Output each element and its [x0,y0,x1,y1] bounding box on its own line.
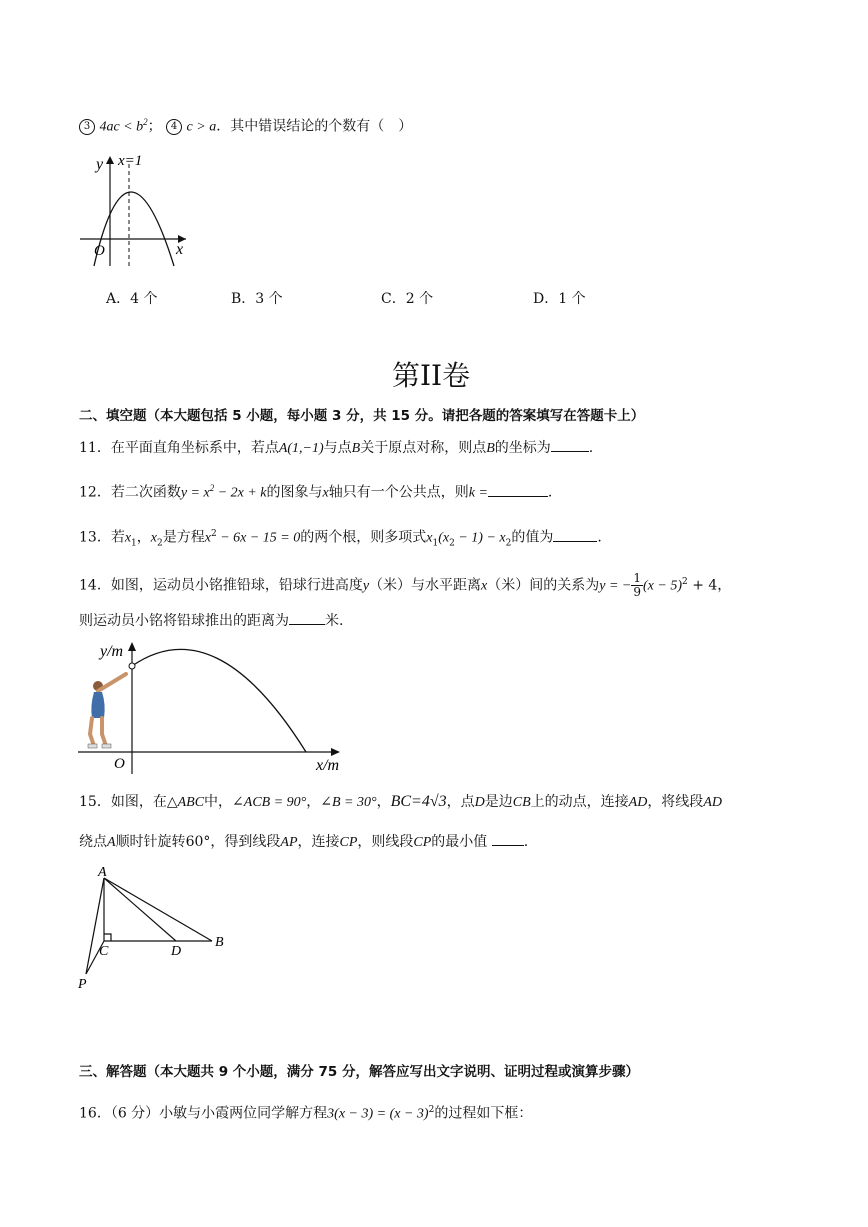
q13-x2: x [150,530,157,546]
q14-eq-y: y = − [599,578,632,594]
q15-angle-b: ∠B = 30° [320,795,377,810]
shot-start-point [129,663,135,669]
q11-mid: 与点 [323,440,352,456]
trajectory-curve [132,649,306,752]
q13-poly-c: − 1) − x [454,530,506,546]
q13-eq-sup: 2 [210,529,217,539]
answer-blank[interactable] [553,529,597,542]
parabola-curve [94,192,174,266]
q12-func-sup: 2 [209,483,215,493]
y-axis-arrow [106,156,114,164]
q15-line2-a: 绕点 [79,834,107,850]
q14-y: y [362,578,370,594]
q14-line2-b: 米. [325,613,344,629]
q15-mid1: 中， [204,794,233,810]
answer-blank[interactable] [492,833,524,846]
q15-mid4: 上的动点，连接 [530,794,629,810]
separator: ； [147,118,162,135]
q12-x: x [322,485,329,501]
option-b: B．3 个 [231,291,283,307]
q15-a: A [107,835,116,850]
q15-d: D [474,795,485,810]
item-4-marker: 4 [166,119,182,135]
item-3-expr: 4ac < b [99,119,144,135]
q11-point-b2: B [486,441,495,456]
q15-cp2: CP [413,835,432,850]
q14-frac-den: 9 [633,585,642,600]
y-axis-arrow [128,642,136,651]
item-3-sup: 2 [143,117,148,127]
q10-conclusions [79,112,412,138]
q13-poly-c-sub: 2 [505,538,512,549]
q15-deg: 60° [185,834,211,850]
option-c: C．2 个 [381,291,434,307]
q13-eq-a: x [204,530,211,546]
q13-eq-b: − 6x − 15 = 0 [216,530,301,546]
q15-line2-d: ，连接 [297,834,340,850]
q15-lead: 15．如图，在 [79,794,167,810]
q14-lead: 14．如图，运动员小铭推铅球，铅球行进高度 [79,577,363,594]
q12-func-b: − 2x + k [214,485,267,501]
q12-lead: 12．若二次函数 [79,484,181,501]
q14-eq-rest: (x − 5) [643,578,683,594]
section-2-heading: 二、填空题（本大题包括 5 小题，每小题 3 分，共 15 分。请把各题的答案填写在答题卡上） [79,408,645,424]
q10-question-text: ．其中错误结论的个数有（ ） [216,118,413,135]
q16-equation: 3(x − 3) = (x − 3) [327,1106,429,1122]
q13-comma: ， [136,529,151,546]
q13-mid: 是方程 [162,529,205,546]
q13-poly-b-sub: 2 [449,538,455,549]
segment-ad [104,878,176,941]
q13-x1-sub: 1 [131,538,137,549]
x-axis-arrow [331,748,340,756]
q15-c2: ， [376,794,391,810]
q13-poly-b: (x [438,530,450,546]
axis-label: x=1 [118,153,143,169]
q15-cp: CP [339,835,358,850]
right-angle-mark [104,934,111,941]
section-title: 第II卷 [392,359,471,392]
answer-blank[interactable] [551,439,589,452]
item-3-marker: 3 [79,119,95,135]
q16-lead: 16．（6 分）小敏与小霞两位同学解方程 [79,1105,328,1122]
q12-mid: 的图象与 [266,484,323,501]
q15-mid3: 是边 [484,794,513,810]
answer-blank[interactable] [289,612,325,625]
origin-label: O [94,243,105,259]
segment-ap [86,878,104,974]
label-d: D [171,944,182,959]
q15-ad2: AD [703,795,722,810]
section-3-heading: 三、解答题（本大题共 9 个小题，满分 75 分，解答应写出文字说明、证明过程或演算步骤） [79,1064,639,1080]
q15-line2-f: 的最小值 [431,834,488,850]
q15-line2-c: ，得到线段 [210,834,281,850]
label-p: P [78,977,87,992]
q14-mid2: （米）间的关系为 [487,577,600,594]
question-13: 13．若$x_1$，$x_2$是方程$x^2 - 6x - 15 = 0$的两个根，则多项式$x_1(x_2 - 1) - x_2$的值为 . [79,529,602,549]
label-c: C [99,944,109,959]
label-b: B [215,935,224,950]
q13-poly-a: x [426,530,433,546]
q14-mid1: （米）与水平距离 [369,577,482,594]
q11-rest: 关于原点对称，则点 [360,440,487,456]
origin-label: O [114,756,125,772]
segment-ab [104,878,212,941]
y-label: y [96,156,104,173]
q15-mid5: ，将线段 [647,794,704,810]
question-15-line2: 绕点A顺时针旋转60°，得到线段AP，连接CP，则线段CP的最小值 . [79,834,529,850]
question-16 [79,1100,532,1125]
x-label: x/m [316,757,340,774]
athlete-image [88,674,126,748]
q15-ad: AD [628,795,648,810]
q13-poly-a-sub: 1 [432,538,439,549]
answer-blank[interactable] [488,484,548,497]
question-15 [79,792,722,813]
q15-bc: BC=4√3 [390,793,447,810]
q11-point-a: A(1,−1) [278,441,324,456]
q12-rest: 轴只有一个公共点，则 [328,484,469,501]
q13-x2-sub: 2 [157,538,163,549]
q13-lead: 13．若 [79,529,125,546]
q15-angle-acb: ∠ACB = 90° [232,795,307,810]
q14-frac-num: 1 [633,571,642,586]
q11-end: 的坐标为 [494,440,551,456]
item-4-expr: c > a [186,119,217,135]
q15-triangle: △ABC [166,795,205,810]
q15-line2-e: ，则线段 [357,834,414,850]
q14-eq-end: + 4， [687,577,732,594]
q13-x1: x [124,530,132,546]
q14-eq-sup: 2 [682,577,688,587]
triangle-figure [76,864,236,994]
q15-line2-b: 顺时针旋转 [115,834,186,850]
q11-lead: 11．在平面直角坐标系中，若点 [79,440,279,456]
question-14 [79,572,731,599]
q15-cb: CB [512,795,531,810]
label-a: A [98,865,107,880]
shot-put-graph [76,638,356,778]
option-d: D．1 个 [533,291,586,307]
q16-eq-sup: 2 [428,1105,435,1115]
q11-point-b: B [351,441,361,456]
question-12: 12．若二次函数$y = x^2 - 2x + k$的图象与x轴只有一个公共点，则k = . [79,483,553,501]
q14-x: x [481,578,488,594]
q13-end: 的值为 [511,529,554,546]
question-11: 11．在平面直角坐标系中，若点A(1,−1)与点B关于原点对称，则点B的坐标为 . [79,440,594,456]
question-14-line2 [79,611,343,631]
q15-mid2: ，点 [446,794,475,810]
y-label: y/m [100,643,124,660]
q13-rest: 的两个根，则多项式 [300,529,427,546]
parabola-graph [76,148,196,274]
x-label: x [176,241,184,258]
q15-c1: ， [306,794,321,810]
q16-end: 的过程如下框： [434,1105,533,1122]
option-a: A．4 个 [106,291,158,307]
q12-func-a: y = x [180,485,210,501]
q14-line2-a: 则运动员小铭将铅球推出的距离为 [79,613,289,629]
q15-ap: AP [280,835,298,850]
q12-k: k = [468,485,488,501]
q14-fraction [631,572,643,599]
